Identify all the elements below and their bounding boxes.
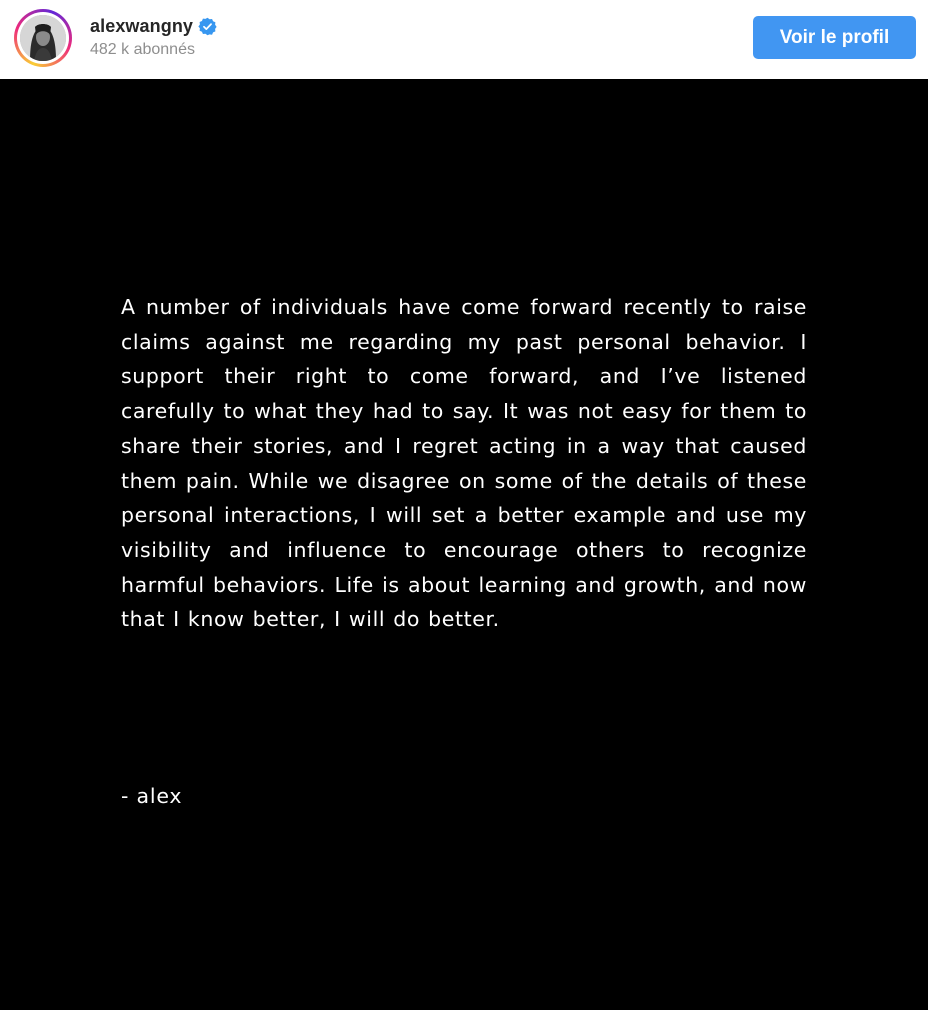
statement-text: A number of individuals have come forward recently to raise claims against me regarding my past personal behavior. I support their right to come forward, and I’ve listened carefully to what they had to say. It was not easy for them to share their stories, and I regret acting in a way that caused them pain. While we disagree on some of the details of these personal interactions, I will set a better example and use my visibility and influence to encourage others to recognize harmful behaviors. Life is about learning and growth, and now that I know better, I will do better.	[121, 295, 807, 632]
username-row	[90, 14, 217, 38]
follower-count: 482 k abonnés	[90, 41, 195, 58]
view-profile-button[interactable]: Voir le profil	[753, 16, 916, 59]
avatar-frame	[17, 12, 69, 64]
story-ring[interactable]	[14, 9, 72, 67]
signature-text: - alex	[121, 784, 183, 808]
post-image	[0, 79, 928, 1010]
post-header	[0, 0, 928, 79]
username-link[interactable]: alexwangny	[90, 15, 194, 36]
verified-badge-icon	[198, 17, 217, 36]
avatar[interactable]	[20, 15, 66, 61]
avatar-portrait-icon	[20, 15, 66, 61]
